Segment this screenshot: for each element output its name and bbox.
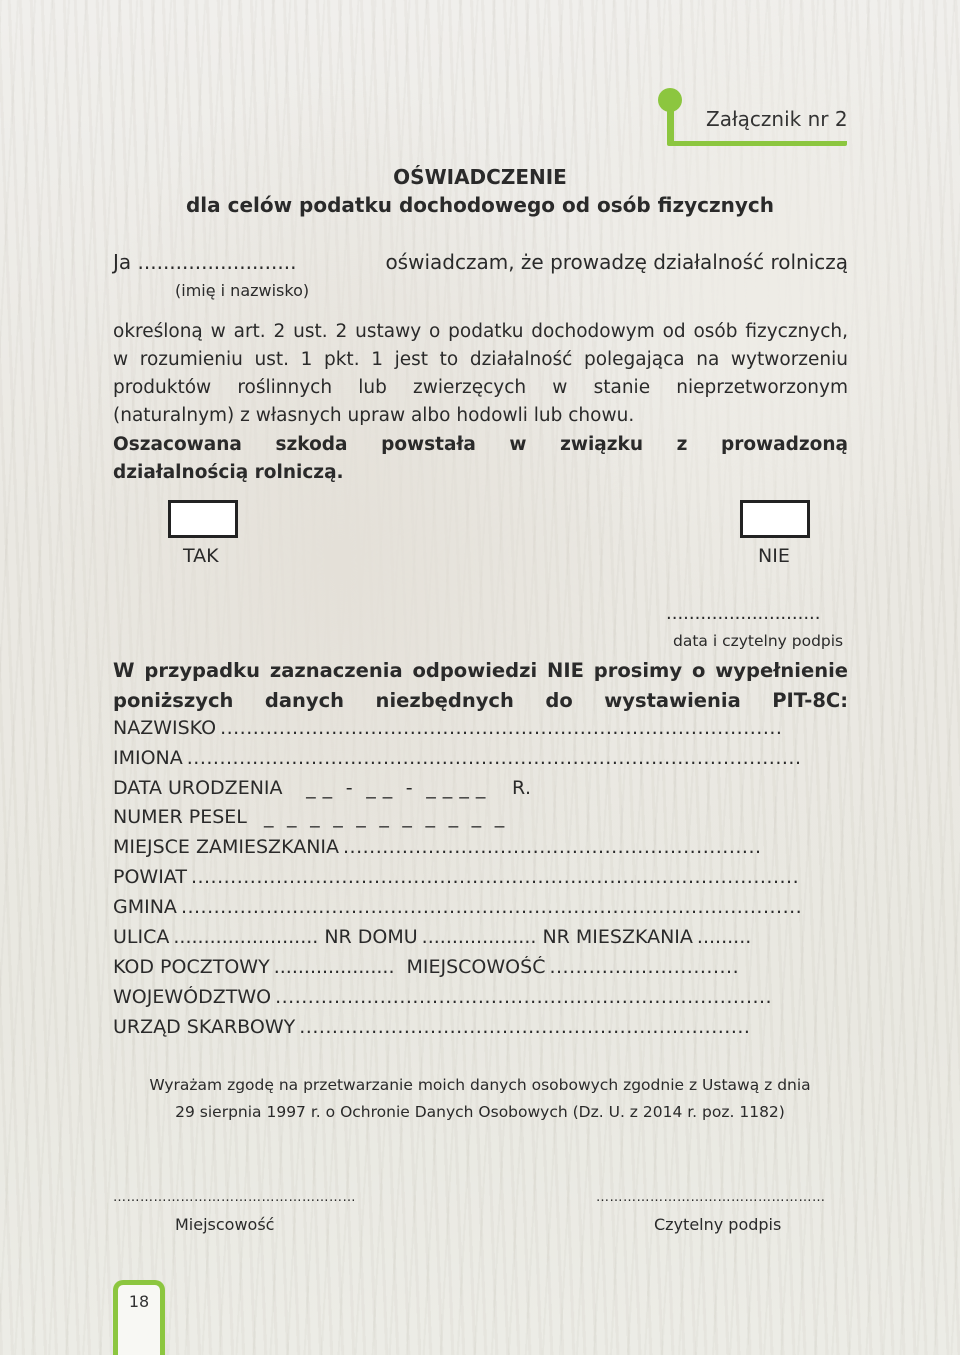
district-field[interactable] [113,866,848,888]
commune-label: GMINA [113,896,177,918]
annex-tab-dot [658,88,682,112]
residence-input[interactable]: ................................................................ [343,836,762,858]
declaration-line [113,250,848,274]
paragraph-line: określoną w art. 2 ust. 2 ustawy o podatku dochodowym od osób fizycznych, [113,321,848,342]
paragraph-line: produktów roślinnych lub zwierzęcych w stanie nieprzetworzonym [113,377,848,398]
signature-bottom-field[interactable]: …………………………………………… [596,1190,826,1205]
street-input[interactable]: ........................ [173,926,319,948]
declaration-hint: (imię i nazwisko) [175,281,310,300]
form-instructions-line: W przypadku zaznaczenia odpowiedzi NIE prosimy o wypełnienie [113,659,848,682]
pesel-label: NUMER PESEL [113,806,247,828]
city-label: MIEJSCOWOŚĆ [406,956,546,978]
damage-statement-line: Oszacowana szkoda powstała w związku z prowadzoną [113,434,848,455]
declaration-name-field[interactable]: Ja ......................... [113,250,297,274]
district-input[interactable]: ............................................................................................. [190,866,800,888]
surname-field[interactable] [113,717,848,739]
street-label: ULICA [113,926,170,948]
city-input[interactable]: ............................. [549,956,740,978]
postal-row [113,956,848,978]
voivodeship-input[interactable]: ............................................................................ [275,986,773,1008]
damage-statement-line: działalnością rolniczą. [113,462,344,483]
voivodeship-field[interactable] [113,986,848,1008]
paragraph-line: (naturalnym) z własnych upraw albo hodowli lub chowu. [113,405,635,426]
surname-input[interactable]: ...................................................................................... [220,717,783,739]
voivodeship-label: WOJEWÓDZTWO [113,986,272,1008]
damage-statement [113,431,848,487]
place-field[interactable]: ……………………………………………… [113,1190,356,1205]
house-number-input[interactable]: ................... [421,926,537,948]
annex-label: Załącznik nr 2 [706,107,848,131]
tax-office-input[interactable]: ..................................................................... [299,1016,751,1038]
tak-checkbox[interactable] [168,500,238,538]
surname-label: NAZWISKO [113,717,217,739]
flat-number-label: NR MIESZKANIA [542,926,693,948]
street-row [113,926,848,948]
pesel-field[interactable] [113,806,848,828]
place-label: Miejscowość [175,1215,275,1234]
district-label: POWIAT [113,866,187,888]
house-number-label: NR DOMU [324,926,418,948]
names-input[interactable]: .............................................................................................. [186,747,802,769]
statement-paragraph [113,318,848,430]
declaration-text: oświadczam, że prowadzę działalność rolniczą [385,250,848,274]
birth-date-input[interactable]: _ _ - _ _ - _ _ _ _ R. [286,777,532,799]
residence-field[interactable] [113,836,848,858]
form-instructions-line: poniższych danych niezbędnych do wystawienia PIT-8C: [113,689,848,712]
signature-field[interactable]: ........................... [666,603,821,624]
flat-number-input[interactable]: ......... [696,926,752,948]
nie-checkbox[interactable] [740,500,810,538]
paragraph-line: w rozumieniu ust. 1 pkt. 1 jest to działalność polegająca na wytworzeniu [113,349,848,370]
pesel-input[interactable]: _ _ _ _ _ _ _ _ _ _ _ [250,806,505,828]
tax-office-field[interactable] [113,1016,848,1038]
tax-office-label: URZĄD SKARBOWY [113,1016,296,1038]
birth-date-label: DATA URODZENIA [113,777,283,799]
annex-tab-underline [667,141,847,146]
commune-field[interactable] [113,896,848,918]
tak-label: TAK [183,545,219,567]
names-field[interactable] [113,747,848,769]
names-label: IMIONA [113,747,183,769]
postal-code-input[interactable]: .................... [273,956,395,978]
birth-date-field[interactable] [113,777,848,799]
commune-input[interactable]: ............................................................................................... [180,896,803,918]
signature-bottom-label: Czytelny podpis [654,1215,782,1234]
signature-label: data i czytelny podpis [673,632,844,650]
postal-code-label: KOD POCZTOWY [113,956,270,978]
consent-line-1: Wyrażam zgodę na przetwarzanie moich danych osobowych zgodnie z Ustawą z dnia [149,1076,811,1094]
document-subtitle: dla celów podatku dochodowego od osób fizycznych [185,193,775,217]
document-title: OŚWIADCZENIE [393,165,567,189]
form-instructions [113,656,848,716]
consent-line-2: 29 sierpnia 1997 r. o Ochronie Danych Osobowych (Dz. U. z 2014 r. poz. 1182) [175,1103,785,1121]
residence-label: MIEJSCE ZAMIESZKANIA [113,836,340,858]
page-number: 18 [128,1292,150,1311]
nie-label: NIE [758,545,790,567]
